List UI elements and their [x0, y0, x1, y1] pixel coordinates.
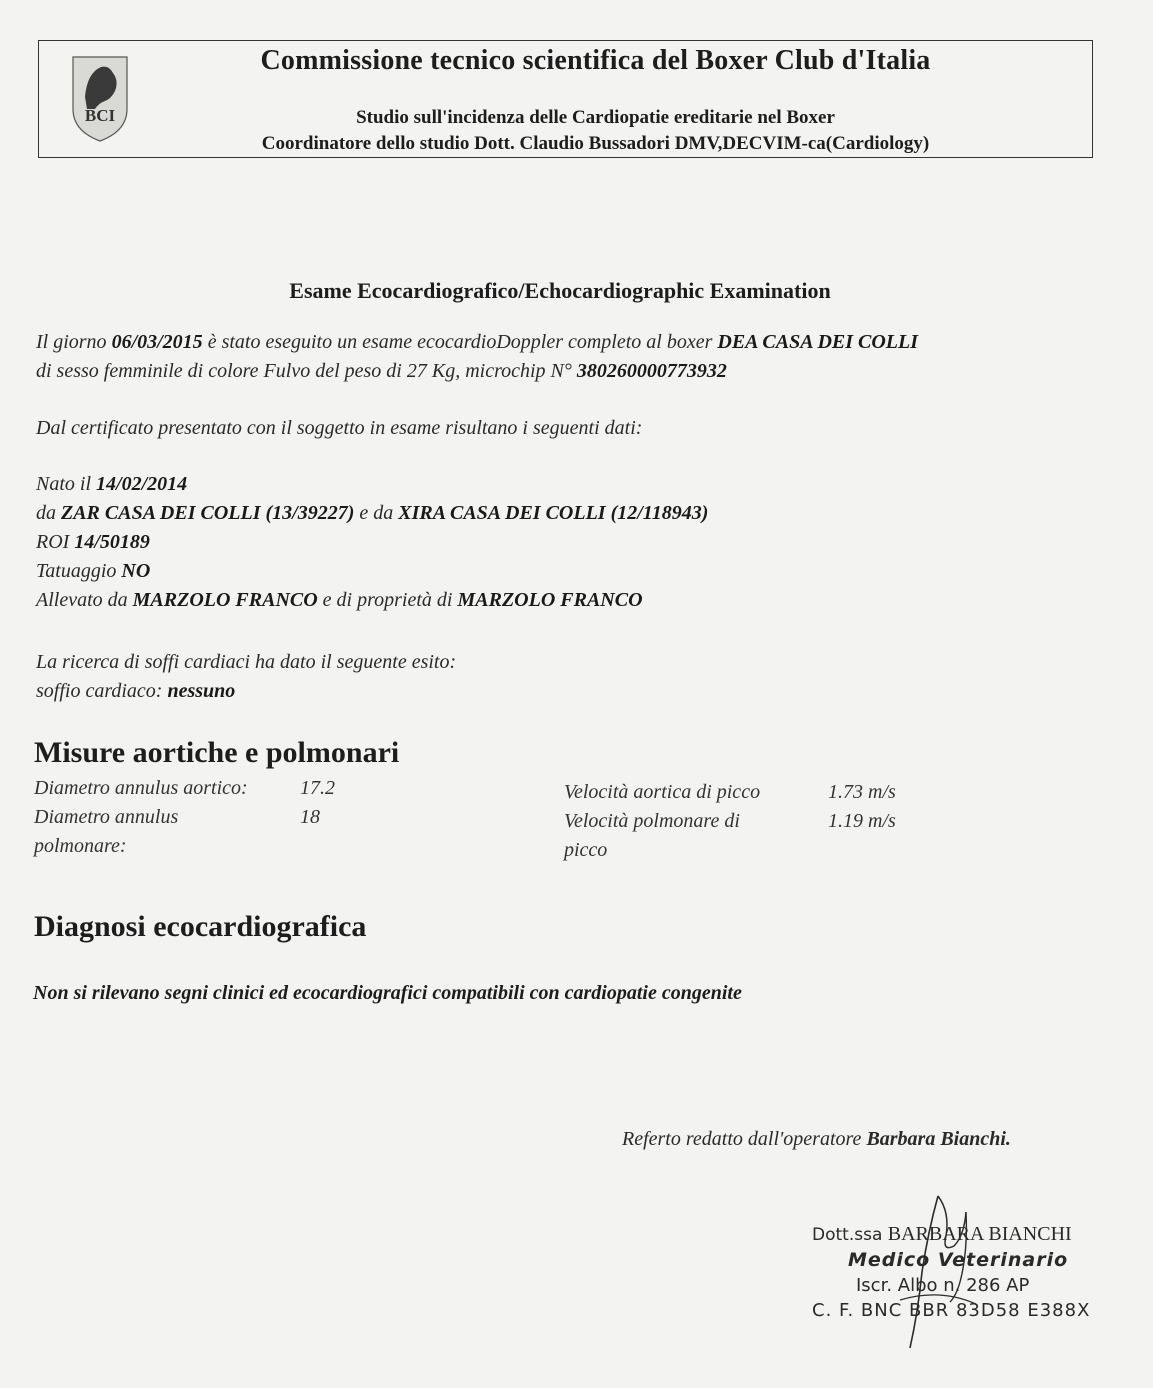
dog-name: DEA CASA DEI COLLI: [717, 331, 919, 353]
sire-name: ZAR CASA DEI COLLI (13/39227): [61, 502, 355, 524]
study-subtitle: Studio sull'incidenza delle Cardiopatie ereditarie nel Boxer: [356, 107, 835, 128]
murmur-value: nessuno: [167, 680, 236, 702]
roi-number: 14/50189: [74, 531, 150, 553]
stamp-registry: Iscr. Albo n. 286 AP: [856, 1275, 1030, 1296]
aortic-annulus-label: Diametro annulus aortico:: [34, 777, 248, 799]
operator-name: Barbara Bianchi.: [866, 1128, 1011, 1150]
tattoo-value: NO: [121, 560, 151, 582]
pulmonary-annulus-label-1: Diametro annulus: [34, 806, 179, 828]
tattoo-label: Tatuaggio: [36, 560, 122, 582]
report-operator: [622, 1128, 1011, 1151]
measurements-title: Misure aortiche e polmonari: [34, 736, 400, 769]
roi-label: ROI: [36, 531, 75, 553]
and-label: e da: [354, 502, 399, 524]
svg-text:BCI: BCI: [84, 106, 116, 125]
dam-name: XIRA CASA DEI COLLI (12/118943): [398, 502, 709, 524]
birth-date: 14/02/2014: [96, 473, 188, 495]
header-box: [38, 40, 1093, 158]
pulmonary-velocity-label: [564, 807, 740, 865]
handwritten-signature-icon: [880, 1192, 1000, 1352]
club-title: Commissione tecnico scientifica del Boxer Club d'Italia: [260, 45, 931, 76]
report-label: Referto redatto dall'operatore: [622, 1128, 867, 1150]
breeder-name: MARZOLO FRANCO: [132, 589, 318, 611]
aortic-velocity-label: Velocità aortica di picco: [564, 781, 761, 803]
pulmonary-velocity-value: 1.19 m/s: [828, 810, 896, 832]
certificate-intro: Dal certificato presentato con il soggetto in esame risultano i seguenti dati:: [36, 417, 643, 439]
owner-name: MARZOLO FRANCO: [457, 589, 643, 611]
from-label: da: [36, 502, 61, 524]
pulmonary-velocity-label-2: picco: [564, 839, 608, 861]
pulmonary-annulus-label: [34, 803, 178, 861]
born-label: Nato il: [36, 473, 97, 495]
intro-paragraph: [36, 328, 918, 386]
intro-text-2: è stato eseguito un esame ecocardioDoppler completo al boxer: [202, 331, 718, 353]
exam-title: Esame Ecocardiografico/Echocardiographic Examination: [289, 278, 831, 303]
stamp-role: Medico Veterinario: [848, 1249, 1069, 1271]
stamp-name: BARBARA BIANCHI: [887, 1223, 1072, 1245]
microchip-number: 380260000773932: [576, 360, 727, 382]
pedigree-block: [36, 470, 708, 615]
owner-label: e di proprietà di: [317, 589, 458, 611]
stamp-tax-code: C. F. BNC BBR 83D58 E388X: [812, 1300, 1091, 1321]
diagnosis-text: Non si rilevano segni clinici ed ecocardiografici compatibili con cardiopatie congenite: [33, 982, 742, 1004]
pulmonary-annulus-value: 18: [300, 806, 320, 828]
intro-text-1: Il giorno: [36, 331, 112, 353]
stamp-prefix: Dott.ssa: [812, 1225, 888, 1245]
pulmonary-annulus-label-2: polmonare:: [34, 835, 127, 857]
pulmonary-velocity-label-1: Velocità polmonare di: [564, 810, 740, 832]
diagnosis-title: Diagnosi ecocardiografica: [34, 910, 367, 943]
aortic-annulus-value: 17.2: [300, 777, 335, 799]
murmur-intro: La ricerca di soffi cardiaci ha dato il seguente esito:: [36, 651, 457, 673]
intro-text-3: di sesso femminile di colore Fulvo del peso di 27 Kg, microchip N°: [36, 360, 577, 382]
murmur-block: [36, 648, 456, 706]
aortic-velocity-value: 1.73 m/s: [828, 781, 896, 803]
exam-date: 06/03/2015: [111, 331, 203, 353]
murmur-label: soffio cardiaco:: [36, 680, 168, 702]
breeder-label: Allevato da: [36, 589, 133, 611]
study-coordinator: Coordinatore dello studio Dott. Claudio Bussadori DMV,DECVIM-ca(Cardiology): [261, 133, 930, 154]
